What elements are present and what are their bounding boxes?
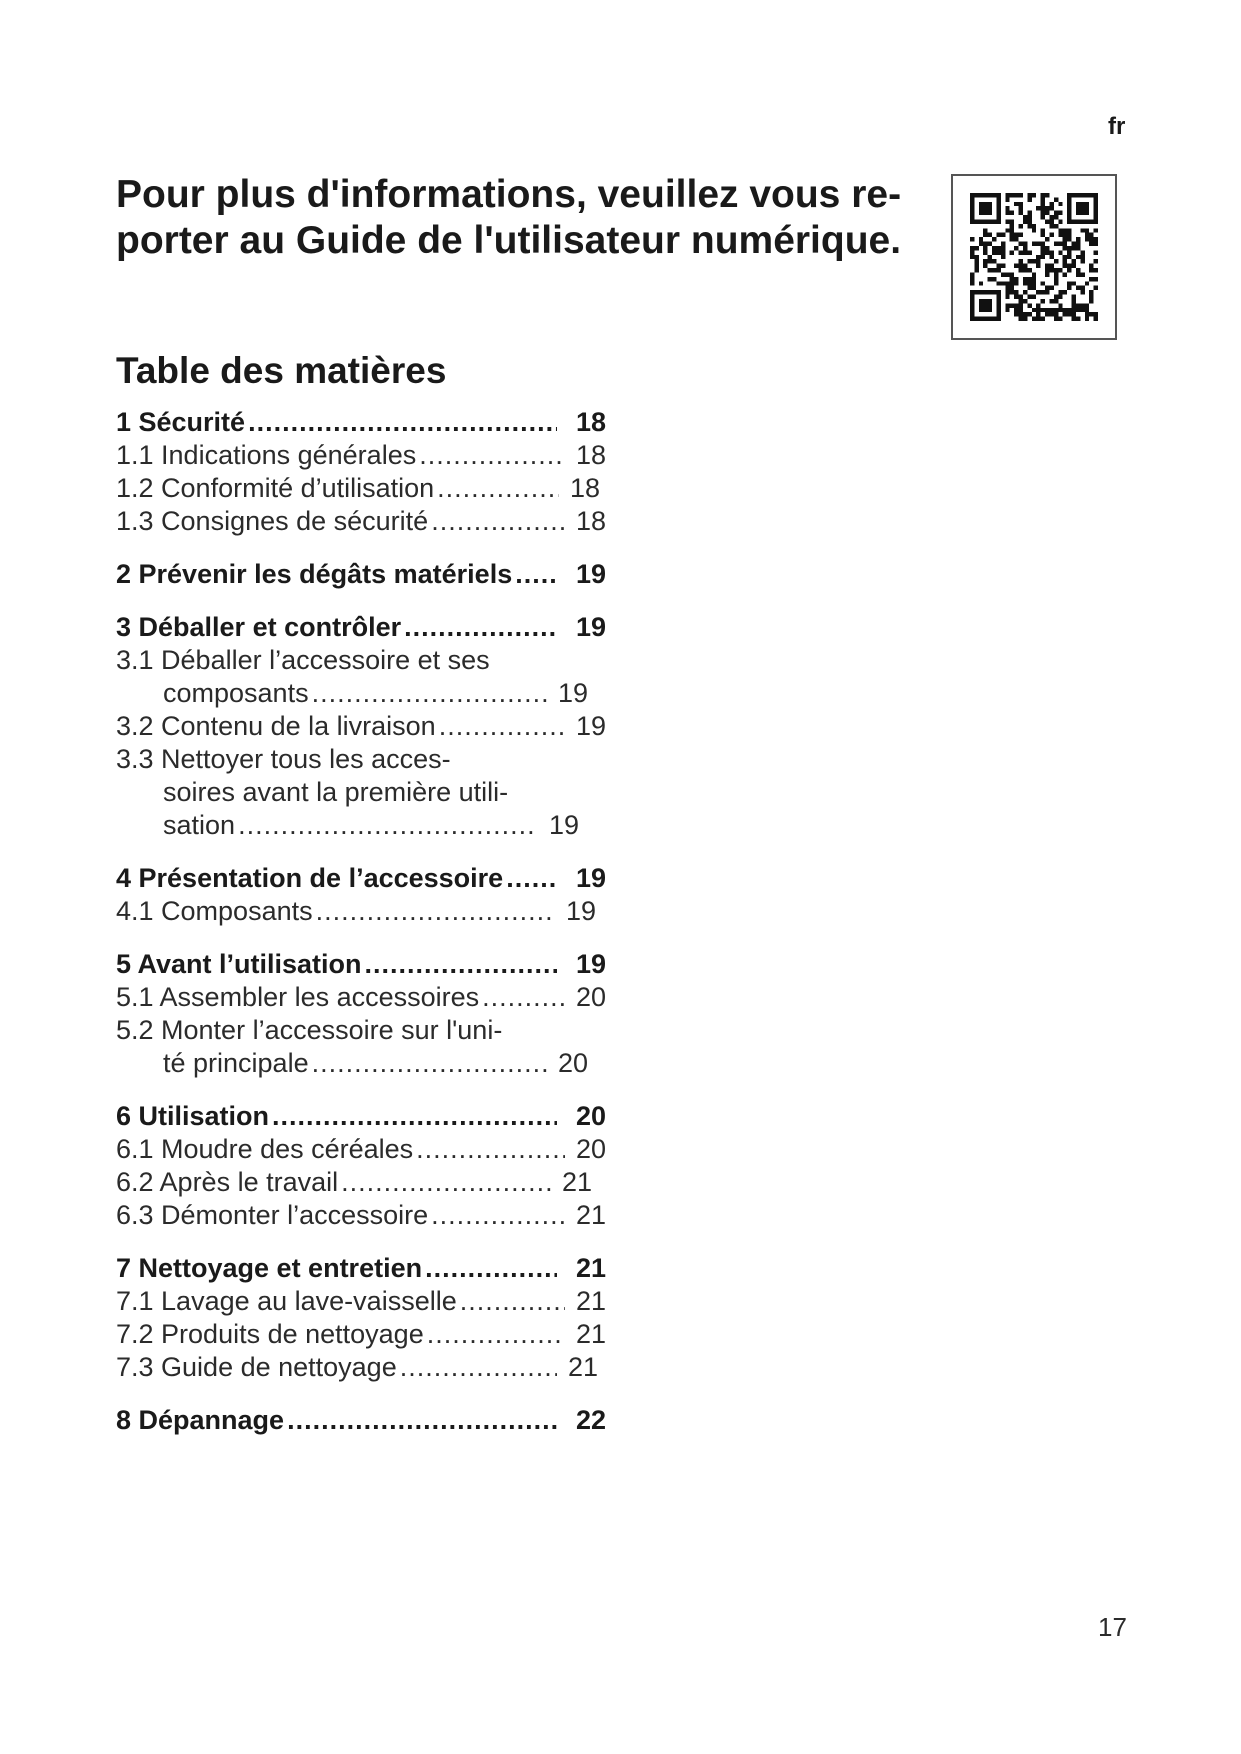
toc-entry-page: 21 bbox=[567, 1352, 598, 1382]
toc-entry-page: 18 bbox=[569, 473, 600, 503]
toc-entry-page: 20 bbox=[557, 1048, 588, 1078]
toc-entry-label-continued: sation bbox=[163, 810, 236, 840]
toc-dot-leader bbox=[404, 611, 557, 644]
toc-entry-page: 20 bbox=[575, 1101, 606, 1131]
toc-section-8 bbox=[116, 1404, 606, 1437]
toc-entry-page: 20 bbox=[575, 982, 606, 1012]
toc-entry-label: 4.1 Composants bbox=[116, 896, 313, 926]
toc-entry-label: 4 Présentation de l’accessoire bbox=[116, 863, 504, 893]
toc-entry-page: 22 bbox=[575, 1405, 606, 1435]
toc-entry-label: 3 Déballer et contrôler bbox=[116, 612, 402, 642]
toc-entry-label: 1.2 Conformité d’utilisation bbox=[116, 473, 435, 503]
digital-guide-notice-line-2: porter au Guide de l'utilisateur numérique. bbox=[116, 219, 902, 262]
toc-dot-leader bbox=[427, 1318, 565, 1351]
toc-entry-page: 21 bbox=[575, 1200, 606, 1230]
toc-entry-5-2-cont[interactable] bbox=[116, 1047, 588, 1080]
toc-section-6 bbox=[116, 1100, 606, 1232]
toc-entry-page: 19 bbox=[575, 612, 606, 642]
toc-entry-label-continued: soires avant la première utili- bbox=[163, 777, 509, 807]
toc-entry-label: 7.2 Produits de nettoyage bbox=[116, 1319, 424, 1349]
toc-dot-leader bbox=[238, 809, 538, 842]
toc-entry-4-1[interactable] bbox=[116, 895, 596, 928]
toc-entry-page: 21 bbox=[575, 1253, 606, 1283]
toc-entry-label: 3.1 Déballer l’accessoire et ses bbox=[116, 645, 490, 675]
toc-entry-5-2[interactable] bbox=[116, 1014, 606, 1047]
toc-entry-label: 5 Avant l’utilisation bbox=[116, 949, 362, 979]
toc-entry-6-3[interactable] bbox=[116, 1199, 606, 1232]
toc-dot-leader bbox=[312, 677, 547, 710]
toc-entry-label: 3.2 Contenu de la livraison bbox=[116, 711, 436, 741]
toc-dot-leader bbox=[506, 862, 557, 895]
toc-entry-3[interactable] bbox=[116, 611, 606, 644]
toc-entry-1-1[interactable] bbox=[116, 439, 606, 472]
toc-entry-label: 6.2 Après le travail bbox=[116, 1167, 339, 1197]
toc-dot-leader bbox=[416, 1133, 565, 1166]
toc-entry-3-3[interactable] bbox=[116, 743, 606, 776]
toc-entry-page: 19 bbox=[575, 863, 606, 893]
toc-entry-label: 7.1 Lavage au lave-vaisselle bbox=[116, 1286, 457, 1316]
table-of-contents bbox=[116, 406, 606, 1437]
toc-entry-page: 19 bbox=[557, 678, 588, 708]
toc-dot-leader bbox=[431, 505, 565, 538]
toc-dot-leader bbox=[287, 1404, 557, 1437]
toc-entry-page: 18 bbox=[575, 506, 606, 536]
toc-entry-page: 19 bbox=[575, 559, 606, 589]
toc-entry-7-3[interactable] bbox=[116, 1351, 598, 1384]
toc-entry-7[interactable] bbox=[116, 1252, 606, 1285]
toc-dot-leader bbox=[341, 1166, 551, 1199]
toc-entry-label: 6.3 Démonter l’accessoire bbox=[116, 1200, 429, 1230]
toc-entry-6-2[interactable] bbox=[116, 1166, 592, 1199]
toc-entry-label: 6 Utilisation bbox=[116, 1101, 270, 1131]
toc-entry-1[interactable] bbox=[116, 406, 606, 439]
toc-entry-label: 8 Dépannage bbox=[116, 1405, 285, 1435]
toc-dot-leader bbox=[460, 1285, 565, 1318]
toc-section-3 bbox=[116, 611, 606, 842]
toc-entry-label: 5.2 Monter l’accessoire sur l'uni- bbox=[116, 1015, 503, 1045]
toc-section-7 bbox=[116, 1252, 606, 1384]
toc-dot-leader bbox=[439, 710, 565, 743]
toc-entry-label: 5.1 Assembler les accessoires bbox=[116, 982, 480, 1012]
toc-entry-label: 7 Nettoyage et entretien bbox=[116, 1253, 423, 1283]
toc-entry-label: 2 Prévenir les dégâts matériels bbox=[116, 559, 513, 589]
toc-entry-5[interactable] bbox=[116, 948, 606, 981]
toc-dot-leader bbox=[365, 948, 557, 981]
toc-entry-6-1[interactable] bbox=[116, 1133, 606, 1166]
qr-code-icon bbox=[970, 193, 1098, 321]
toc-entry-page: 18 bbox=[575, 407, 606, 437]
toc-entry-page: 21 bbox=[561, 1167, 592, 1197]
toc-entry-1-2[interactable] bbox=[116, 472, 600, 505]
toc-entry-page: 18 bbox=[575, 440, 606, 470]
toc-entry-3-3-cont-2[interactable] bbox=[116, 809, 579, 842]
toc-entry-3-1[interactable] bbox=[116, 644, 606, 677]
language-code: fr bbox=[1108, 113, 1126, 140]
toc-dot-leader bbox=[272, 1100, 557, 1133]
toc-dot-leader bbox=[419, 439, 565, 472]
toc-entry-4[interactable] bbox=[116, 862, 606, 895]
toc-entry-page: 19 bbox=[565, 896, 596, 926]
page-number: 17 bbox=[1098, 1612, 1127, 1642]
toc-entry-page: 21 bbox=[575, 1286, 606, 1316]
toc-dot-leader bbox=[515, 558, 557, 591]
toc-entry-label: 3.3 Nettoyer tous les acces- bbox=[116, 744, 451, 774]
toc-entry-3-2[interactable] bbox=[116, 710, 606, 743]
toc-title: Table des matières bbox=[116, 350, 447, 391]
toc-entry-7-2[interactable] bbox=[116, 1318, 606, 1351]
toc-entry-5-1[interactable] bbox=[116, 981, 606, 1014]
toc-section-4 bbox=[116, 862, 606, 928]
toc-entry-label: 1.3 Consignes de sécurité bbox=[116, 506, 429, 536]
toc-dot-leader bbox=[425, 1252, 557, 1285]
toc-dot-leader bbox=[400, 1351, 557, 1384]
toc-entry-3-3-cont-1[interactable] bbox=[116, 776, 606, 809]
toc-dot-leader bbox=[437, 472, 559, 505]
toc-entry-label: 1.1 Indications générales bbox=[116, 440, 417, 470]
toc-dot-leader bbox=[312, 1047, 547, 1080]
toc-entry-3-1-cont[interactable] bbox=[116, 677, 588, 710]
toc-entry-page: 19 bbox=[575, 711, 606, 741]
toc-dot-leader bbox=[316, 895, 555, 928]
digital-guide-notice-line-1: Pour plus d'informations, veuillez vous re- bbox=[116, 173, 902, 216]
toc-dot-leader bbox=[431, 1199, 565, 1232]
digital-guide-notice bbox=[116, 172, 936, 264]
toc-entry-label-continued: composants bbox=[163, 678, 309, 708]
toc-entry-page: 21 bbox=[575, 1319, 606, 1349]
toc-entry-1-3[interactable] bbox=[116, 505, 606, 538]
toc-entry-label: 6.1 Moudre des céréales bbox=[116, 1134, 414, 1164]
toc-dot-leader bbox=[482, 981, 565, 1014]
toc-entry-6[interactable] bbox=[116, 1100, 606, 1133]
toc-entry-7-1[interactable] bbox=[116, 1285, 606, 1318]
toc-entry-label: 1 Sécurité bbox=[116, 407, 246, 437]
toc-entry-label-continued: té principale bbox=[163, 1048, 309, 1078]
qr-code[interactable] bbox=[951, 174, 1117, 340]
toc-entry-page: 19 bbox=[548, 810, 579, 840]
toc-section-5 bbox=[116, 948, 606, 1080]
toc-entry-8[interactable] bbox=[116, 1404, 606, 1437]
toc-dot-leader bbox=[248, 406, 557, 439]
toc-entry-page: 19 bbox=[575, 949, 606, 979]
toc-entry-page: 20 bbox=[575, 1134, 606, 1164]
toc-section-1 bbox=[116, 406, 606, 538]
toc-entry-2[interactable] bbox=[116, 558, 606, 591]
toc-entry-label: 7.3 Guide de nettoyage bbox=[116, 1352, 397, 1382]
toc-section-2 bbox=[116, 558, 606, 591]
